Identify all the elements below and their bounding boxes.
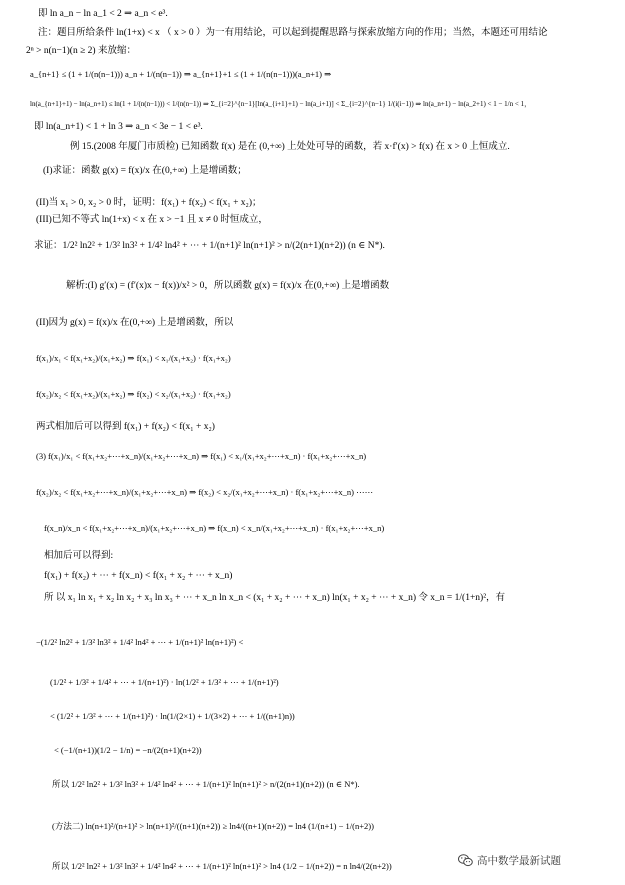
formula-line: f(x₂)/x₂ < f(x₁+x₂)/(x₁+x₂) ⇒ f(x₂) < x₂/(x₁+x₂) · f(x₁+x₂): [36, 389, 231, 399]
formula-line: < (1/2² + 1/3² + ⋯ + 1/(n+1)²) · ln(1/(2×1) + 1/(3×2) + ⋯ + 1/((n+1)n)): [50, 711, 295, 721]
formula-line: 所 以 x₁ ln x₁ + x₂ ln x₂ + x₃ ln x₃ + ⋯ + x_n ln x_n < (x₁ + x₂ + ⋯ + x_n) ln(x₁ + x₂ + ⋯ + x_n) 令 x_n = 1/(1+n)²，有: [44, 593, 506, 603]
text-line: 即 ln a_n − ln a_1 < 2 ⇒ a_n < e³.: [38, 9, 168, 19]
proof-goal: 求证：1/2² ln2² + 1/3² ln3² + 1/4² ln4² + ⋯ + 1/(n+1)² ln(n+1)² > n/(2(n+1)(n+2)) (n ∈ N*).: [34, 241, 385, 251]
solution-part-1: 解析:(I) g′(x) = (f′(x)x − f(x))/x² > 0，所以函数 g(x) = f(x)/x 在(0,+∞) 上是增函数: [66, 281, 390, 291]
formula-line: −(1/2² ln2² + 1/3² ln3² + 1/4² ln4² + ⋯ + 1/(n+1)² ln(n+1)²) <: [36, 637, 244, 647]
formula-line: f(x_n)/x_n < f(x₁+x₂+⋯+x_n)/(x₁+x₂+⋯+x_n) ⇒ f(x_n) < x_n/(x₁+x₂+⋯+x_n) · f(x₁+x₂+⋯+x_n): [44, 523, 385, 533]
conclusion-line: 所以 1/2² ln2² + 1/3² ln3² + 1/4² ln4² + ⋯ + 1/(n+1)² ln(n+1)² > n/(2(n+1)(n+2)) (n ∈ N*).: [52, 779, 360, 789]
formula-line: a_{n+1} ≤ (1 + 1/(n(n−1))) a_n + 1/(n(n−1)) ⇒ a_{n+1}+1 ≤ (1 + 1/(n(n−1)))(a_n+1) ⇒: [30, 69, 332, 79]
formula-line: ln(a_{n+1}+1) − ln(a_n+1) ≤ ln(1 + 1/(n(n−1))) < 1/(n(n−1)) ⇒ Σ_{i=2}^{n−1}[ln(a_{i+1}+1) − ln(a_i+1)] < Σ_{i=2}^{n−1} 1/(i(i−1)) ⇒ ln(a_n+1) − ln(a_2+1) < 1 − 1/n < 1，: [30, 100, 532, 108]
conclusion-line: 所以 1/2² ln2² + 1/3² ln3² + 1/4² ln4² + ⋯ + 1/(n+1)² ln(n+1)² > ln4 (1/2 − 1/(n+2)) = n ln4/(2(n+2)): [52, 861, 392, 871]
question-part-2: (II)当 x₁ > 0, x₂ > 0 时，证明：f(x₁) + f(x₂) < f(x₁ + x₂)；: [36, 198, 262, 208]
formula-line: (3) f(x₁)/x₁ < f(x₁+x₂+⋯+x_n)/(x₁+x₂+⋯+x_n) ⇒ f(x₁) < x₁/(x₁+x₂+⋯+x_n) · f(x₁+x₂+⋯+x_n): [36, 451, 367, 461]
watermark-text: 高中数学最新试题: [477, 855, 561, 867]
text-line: 相加后可以得到:: [44, 551, 114, 561]
formula-line: < (−1/(n+1))(1/2 − 1/n) = −n/(2(n+1)(n+2)): [54, 745, 202, 755]
text-line: 两式相加后可以得到 f(x₁) + f(x₂) < f(x₁ + x₂): [36, 422, 215, 432]
text-line: 注：题目所给条件 ln(1+x) < x （ x > 0 ）为一有用结论，可以起到提醒思路与探索放缩方向的作用；当然，本题还可用结论: [38, 28, 548, 38]
formula-line: f(x₂)/x₂ < f(x₁+x₂+⋯+x_n)/(x₁+x₂+⋯+x_n) ⇒ f(x₂) < x₂/(x₁+x₂+⋯+x_n) · f(x₁+x₂+⋯+x_n) ⋯⋯: [36, 487, 374, 497]
example-heading: 例 15.(2008 年厦门市质检) 已知函数 f(x) 是在 (0,+∞) 上处处可导的函数，若 x·f′(x) > f(x) 在 x > 0 上恒成立.: [70, 142, 510, 152]
formula-line: f(x₁) + f(x₂) + ⋯ + f(x_n) < f(x₁ + x₂ + ⋯ + x_n): [44, 571, 233, 581]
question-part-3: (III)已知不等式 ln(1+x) < x 在 x > −1 且 x ≠ 0 时恒成立，: [36, 215, 268, 225]
watermark: [458, 853, 561, 868]
text-line: 2ⁿ > n(n−1)(n ≥ 2) 来放缩：: [26, 46, 136, 56]
solution-part-2: (II)因为 g(x) = f(x)/x 在(0,+∞) 上是增函数，所以: [36, 318, 234, 328]
formula-line: (1/2² + 1/3² + 1/4² + ⋯ + 1/(n+1)²) · ln(1/2² + 1/3² + ⋯ + 1/(n+1)²): [50, 677, 279, 687]
method-two-line: (方法二) ln(n+1)²/(n+1)² > ln(n+1)²/((n+1)(n+2)) ≥ ln4/((n+1)(n+2)) = ln4 (1/(n+1) − 1/(n+2)): [52, 821, 374, 831]
formula-line: f(x₁)/x₁ < f(x₁+x₂)/(x₁+x₂) ⇒ f(x₁) < x₁/(x₁+x₂) · f(x₁+x₂): [36, 353, 231, 363]
question-part-1: (I)求证：函数 g(x) = f(x)/x 在(0,+∞) 上是增函数；: [43, 166, 247, 176]
text-line: 即 ln(a_n+1) < 1 + ln 3 ⇒ a_n < 3e − 1 < e³.: [34, 122, 203, 132]
wechat-icon: [458, 854, 473, 867]
